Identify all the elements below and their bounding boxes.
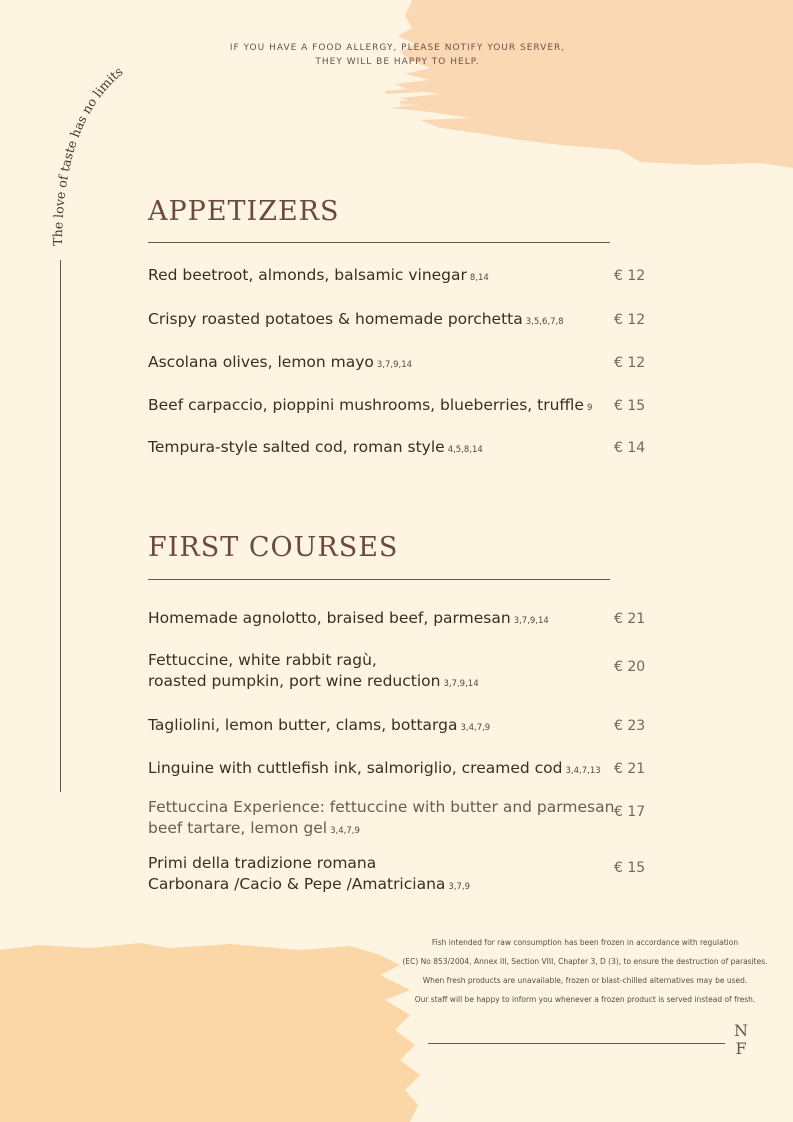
item-price: € 12 <box>614 312 646 328</box>
item-allergens: 3,7,9,14 <box>443 679 479 689</box>
allergy-notice-line2: THEY WILL BE HAPPY TO HELP. <box>315 57 480 67</box>
menu-item <box>148 758 601 782</box>
item-allergens: 3,4,7,9 <box>330 826 360 836</box>
item-price: € 12 <box>614 355 646 371</box>
menu-item <box>148 352 593 376</box>
item-price: € 23 <box>614 718 646 734</box>
item-allergens: 3,7,9,14 <box>513 616 549 626</box>
allergy-notice-line1: IF YOU HAVE A FOOD ALLERGY, PLEASE NOTIFY YOUR SERVER, <box>229 43 566 53</box>
item-allergens: 3,7,9 <box>448 882 471 892</box>
item-name-line2: Carbonara /Cacio & Pepe /Amatriciana <box>148 875 446 893</box>
item-price: € 21 <box>614 611 646 627</box>
footnote-line2: (EC) No 853/2004, Annex III, Section VIII, Chapter 3, D (3), to ensure the destruction of parasites. <box>402 957 768 966</box>
item-name: Crispy roasted potatoes & homemade porchetta <box>148 310 523 328</box>
item-price: € 20 <box>614 659 646 675</box>
item-name: Linguine with cuttlefish ink, salmoriglio, creamed cod <box>148 759 563 777</box>
item-price: € 15 <box>614 398 646 414</box>
item-name-line2: roasted pumpkin, port wine reduction <box>148 672 441 690</box>
appetizers-rule <box>148 242 610 243</box>
logo-letter-bottom: F <box>735 1039 747 1058</box>
item-price: € 21 <box>614 761 646 777</box>
regulation-footnote <box>380 933 790 1009</box>
footnote-line1: Fish intended for raw consumption has been frozen in accordance with regulation <box>431 938 739 947</box>
first-courses-rule <box>148 579 610 580</box>
logo-letter-top: N <box>734 1021 748 1040</box>
item-name: Tagliolini, lemon butter, clams, bottarga <box>148 716 458 734</box>
menu-item <box>148 853 593 898</box>
menu-item <box>148 608 593 632</box>
top-brush-stroke <box>390 0 793 168</box>
item-price: € 17 <box>614 804 646 820</box>
menu-item <box>148 309 593 333</box>
item-price: € 12 <box>614 268 646 284</box>
item-allergens: 4,5,8,14 <box>447 445 483 455</box>
footer-rule <box>428 1043 725 1044</box>
item-price: € 14 <box>614 440 646 456</box>
menu-item <box>148 265 593 289</box>
item-allergens: 8,14 <box>469 273 489 283</box>
item-name: Beef carpaccio, pioppini mushrooms, blueberries, truffle <box>148 396 584 414</box>
item-name: Tempura-style salted cod, roman style <box>148 438 445 456</box>
vertical-divider <box>60 260 61 792</box>
item-name-line1: Fettuccine, white rabbit ragù, <box>148 651 377 669</box>
bottom-brush-stroke <box>0 943 420 1122</box>
item-name-line1: Fettuccina Experience: fettuccine with butter and parmesan <box>148 798 615 816</box>
item-name: Red beetroot, almonds, balsamic vinegar <box>148 266 467 284</box>
nf-logo <box>733 1022 749 1058</box>
tagline-text: The love of taste has no limits <box>49 63 126 246</box>
allergy-notice <box>170 41 625 69</box>
item-name: Ascolana olives, lemon mayo <box>148 353 374 371</box>
menu-item <box>148 437 593 461</box>
item-allergens: 3,5,6,7,8 <box>525 317 564 327</box>
item-allergens: 3,4,7,13 <box>565 766 601 776</box>
tagline-arc <box>40 60 150 260</box>
first-courses-title: FIRST COURSES <box>148 532 399 563</box>
menu-item <box>148 797 615 842</box>
item-name-line1: Primi della tradizione romana <box>148 854 377 872</box>
menu-item <box>148 715 593 739</box>
footnote-line4: Our staff will be happy to inform you whenever a frozen product is served instead of fresh. <box>414 995 756 1004</box>
item-name: Homemade agnolotto, braised beef, parmesan <box>148 609 511 627</box>
svg-text:The love of taste has no limit <box>50 64 126 246</box>
item-allergens: 9 <box>586 403 593 413</box>
footnote-line3: When fresh products are unavailable, frozen or blast-chilled alternatives may be used. <box>422 976 748 985</box>
appetizers-title: APPETIZERS <box>148 196 340 227</box>
item-name-line2: beef tartare, lemon gel <box>148 819 328 837</box>
menu-item <box>148 395 593 419</box>
item-price: € 15 <box>614 860 646 876</box>
menu-item <box>148 650 593 695</box>
item-allergens: 3,7,9,14 <box>376 360 413 370</box>
item-allergens: 3,4,7,9 <box>460 723 491 733</box>
